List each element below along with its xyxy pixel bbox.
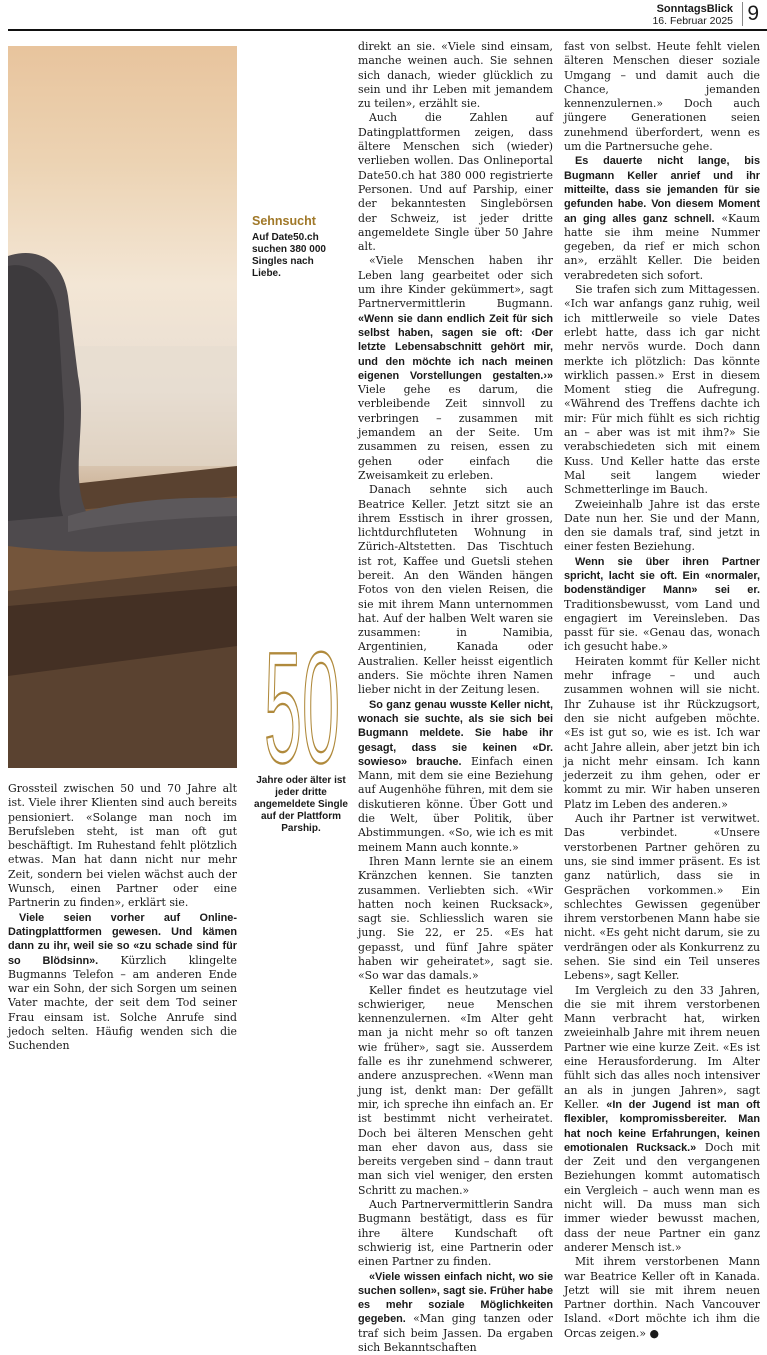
bold-quote: «Viele wissen einfach nicht, wo sie suchen sollen», sagt sie. Früher habe es mehr soziale Möglichkeiten gegeben. — [358, 1270, 553, 1326]
big-number: 50 — [264, 628, 340, 768]
paragraph: Im Vergleich zu den 33 Jahren, die sie mit ihrem verstorbenen Mann verbracht hat, wirken zweieinhalb Jahre mit ihrem neuen Partner wie eine kurze Zeit. «Es ist eine Herausforderung. Im Alter fühlt sich das alles noch intensiver an als in jungen Jahren», sagt Keller. «In der Jugend ist man oft flexibler, kompromissbereiter. Man hat noch keine Erfahrungen, keinen emotionalen Rucksack.» Doch mit der Zeit und den vergangenen Beziehungen kommt automatisch ein Vergleich – auch wenn man es nicht will. Da muss man sich immer wieder bewusst machen, dass der neue Partner ein ganz anderer Mensch ist.» — [564, 983, 761, 1254]
page-number: 9 — [742, 2, 759, 26]
paragraph: Auch Partnervermittlerin Sandra Bugmann bestätigt, dass es für ihre ältere Kundschaft oft schwierig ist, eine Partnerin oder einen Partner zu finden. — [358, 1198, 553, 1269]
paragraph: direkt an sie. «Viele sind einsam, manche weinen auch. Sie sehnen sich danach, wieder glücklich zu sein und ihr Leben mit jemandem zu teilen», erzählt sie. — [358, 40, 553, 111]
paragraph: Es dauerte nicht lange, bis Bugmann Keller anrief und ihr mitteilte, dass sie jemanden für sie gefunden habe. Von diesem Moment an ging alles ganz schnell. «Kaum hatte sie ihm meine Nummer gegeben, da rief er mich schon an», erzählt Keller. Die beiden verabredeten sich sofort. — [564, 155, 760, 282]
paragraph: Auch ihr Partner ist verwitwet. Das verbindet. «Unsere verstorbenen Partner gehören zu uns, sie sind immer präsent. Es ist ganz natürlich, dass sie in Gesprächen vorkommen.» Ein schlechtes Gewissen gegenüber ihrem verstorbenen Mann habe sie nicht. «Es geht nicht darum, sie zu verdrängen oder als Konkurrenz zu sehen. Sie sind ein Teil unseres Lebens», sagt Keller. — [564, 812, 760, 983]
paragraph: Zweieinhalb Jahre ist das erste Date nun her. Sie und der Mann, den sie damals traf, sind jetzt in einer festen Beziehung. — [564, 497, 760, 554]
paragraph: fast von selbst. Heute fehlt vielen älteren Menschen dieser soziale Umgang – und damit auch die Chance, jemanden kennenzulernen.» Doch auch jüngere Generationen seien zunehmend überfordert, wenn es um die Partnersuche gehe. — [564, 40, 760, 154]
article-column-2 — [358, 40, 553, 1355]
bold-lead: Viele seien vorher auf Online-Datingplattformen gewesen. Und kämen dann zu ihr, weil sie so «zu schade sind für so Blödsinn». — [8, 911, 237, 967]
paragraph: Keller findet es heutzutage viel schwieriger, neue Menschen kennenzulernen. «Im Alter geht man ja nicht mehr so oft tanzen wie früher», sagt sie. Ausserdem falle es ihr zunehmend schwerer, andere anzusprechen. «Wenn man jung ist, denkt man: Der gefällt mir, ich spreche ihn einfach an. Er ist bestimmt nicht verheiratet. Doch bei älteren Menschen geht man eher davon aus, dass sie bereits vergeben sind – dann traut man sich viel weniger, den ersten Schritt zu machen.» — [358, 983, 553, 1197]
article-photo — [8, 46, 237, 768]
paragraph: So ganz genau wusste Keller nicht, wonach sie suchte, als sie sich bei Bugmann meldete. Sie habe ihr gesagt, dass sie keinen «Dr. sowieso» brauche. Einfach einen Mann, mit dem sie eine Beziehung auf Augenhöhe führen, mit dem sie diskutieren könne. Über Gott und die Welt, über Politik, über Abstimmungen. «So, wie ich es mit meinem Mann auch konnte.» — [358, 698, 554, 854]
sidebar-title: Sehnsucht — [252, 214, 316, 228]
bold-quote: «Wenn sie dann endlich Zeit für sich selbst haben, sagen sie oft: ‹Der letzte Lebensabschnitt gehört mir, und den möchte ich nach meinen eigenen Vorstellungen gestalten.›» — [358, 312, 553, 382]
header-rule — [8, 29, 767, 31]
big-number-graphic — [262, 628, 342, 768]
article-column-1 — [8, 782, 237, 1054]
paragraph: Wenn sie über ihren Partner spricht, lacht sie oft. Ein «normaler, bodenständiger Mann» sei er. Traditionsbewusst, vom Land und engagiert im Vereinsleben. Das passt für sie. «Genau das, wonach ich gesucht habe.» — [564, 555, 760, 654]
big-number-caption: Jahre oder älter ist jeder dritte angemeldete Single auf der Plattform Parship. — [254, 775, 348, 834]
bold-lead: So ganz genau wusste Keller nicht, wonach sie suchte, als sie sich bei Bugmann meldete. Sie habe ihr gesagt, dass sie keinen «Dr. sowieso» brauche. — [358, 698, 553, 768]
paragraph: «Viele wissen einfach nicht, wo sie suchen sollen», sagt sie. Früher habe es mehr soziale Möglichkeiten gegeben. «Man ging tanzen oder traf sich beim Jassen. Da ergaben sich Bekanntschaften — [358, 1270, 553, 1355]
article-column-3 — [564, 40, 760, 1341]
paragraph: Sie trafen sich zum Mittagessen. «Ich war anfangs ganz ruhig, weil ich mittlerweile so viele Dates erlebt hatte, dass ich gar nicht mehr nervös wurde. Doch dann merkte ich plötzlich: Das könnte wirklich passen.» Erst in diesem Moment stieg die Aufregung. «Während des Treffens dachte ich mir: Für mich fühlt es sich richtig an – aber was ist mit ihm?» Sie verabschiedeten sich mit einem Kuss. Und Keller hatte das erste Mal seit langem wieder Schmetterlinge im Bauch. — [564, 283, 760, 497]
publication-name: SonntagsBlick — [656, 3, 733, 15]
bold-lead: Wenn sie über ihren Partner spricht, lacht sie oft. Ein «normaler, bodenständiger Mann» sei er. — [564, 555, 760, 597]
paragraph: Mit ihrem verstorbenen Mann war Beatrice Keller oft in Kanada. Jetzt will sie mit ihrem neuen Partner dorthin. Nach Vancouver Island. «Dort möchte ich ihm die Orcas zeigen.» ● — [564, 1255, 760, 1340]
paragraph: «Viele Menschen haben ihr Leben lang gearbeitet oder sich um ihre Kinder gekümmert», sagt Partnervermittlerin Bugmann. «Wenn sie dann endlich Zeit für sich selbst haben, sagen sie oft: ‹Der letzte Lebensabschnitt gehört mir, und den möchte ich nach meinen eigenen Vorstellungen gestalten.›» Viele gehe es darum, die verbleibende Zeit sinnvoll zu verbringen – zusammen mit jemandem an der Seite. Um zusammen zu reisen, essen zu gehen oder einfach die Zweisamkeit zu erleben. — [358, 254, 553, 482]
paragraph: Grossteil zwischen 50 und 70 Jahre alt ist. Viele ihrer Klienten sind auch bereits pensioniert. «Solange man noch im Berufsleben steht, ist man oft gut beschäftigt. Im Ruhestand fehlt plötzlich etwas. Man hat dann nicht nur mehr Zeit, sondern bei vielen wächst auch der Wunsch, einen Partner oder eine Partnerin zu finden», erklärt sie. — [8, 782, 237, 910]
bold-lead: Es dauerte nicht lange, bis Bugmann Keller anrief und ihr mitteilte, dass sie jemanden für sie gefunden habe. Von diesem Moment an ging alles ganz schnell. — [564, 155, 760, 225]
publication-header — [652, 3, 733, 27]
paragraph: Ihren Mann lernte sie an einem Kränzchen kennen. Sie tanzten zusammen. Verliebten sich. «Wir hatten noch keinen Rucksack», sagt sie. Schliesslich waren sie jung. Sie 22, er 25. «Es hat gepasst, und fünf Jahre später haben wir geheiratet», sagt sie. «So war das damals.» — [358, 854, 553, 983]
paragraph: Viele seien vorher auf Online-Datingplattformen gewesen. Und kämen dann zu ihr, weil sie so «zu schade sind für so Blödsinn». Kürzlich klingelte Bugmanns Telefon – am anderen Ende war ein Sohn, der sich Sorgen um seinen Vater machte, der seit dem Tod seiner Frau einsam ist. Solche Anrufe sind jedoch selten. Häufig wenden sich die Suchenden — [8, 911, 238, 1053]
bold-quote: «In der Jugend ist man oft flexibler, kompromissbereiter. Man hat noch keine Erfahrungen, keinen emotionalen Rucksack.» — [564, 1098, 761, 1154]
sidebar-text: Auf Date50.ch suchen 380 000 Singles nach Liebe. — [252, 232, 326, 279]
paragraph: Heiraten kommt für Keller nicht mehr infrage – und auch zusammen wohnen will sie nicht. Ihr Zuhause ist ihr Rückzugsort, den sie nicht aufgeben möchte. «Es ist gut so, wie es ist. Ich war acht Jahre allein, aber jetzt bin ich ja nicht mehr einsam. Ich kann jederzeit zu ihm gehen, oder er kommt zu mir. Wir haben unseren Platz im Leben des anderen.» — [564, 654, 760, 811]
paragraph: Auch die Zahlen auf Datingplattformen zeigen, dass ältere Menschen sich (wieder) verlieben wollen. Das Onlineportal Date50.ch hat 380 000 registrierte Personen. Und auf Parship, einer der bekanntesten Singlebörsen der Schweiz, ist jeder dritte angemeldete Single über 50 Jahre alt. — [358, 111, 553, 254]
paragraph: Danach sehnte sich auch Beatrice Keller. Jetzt sitzt sie an ihrem Esstisch in ihrer grossen, lichtdurchfluteten Wohnung in Zürich-Altstetten. Das Tischtuch ist rot, Kaffee und Guetsli stehen bereit. An den Wänden hängen Fotos von den vielen Reisen, die sie mit ihrem Mann unternommen hat. Auf der halben Welt waren sie zusammen: in Namibia, Argentinien, Kanada oder Australien. Keller heisst eigentlich anders. Sie möchte ihren Namen lieber nicht in der Zeitung lesen. — [358, 483, 553, 697]
issue-date: 16. Februar 2025 — [652, 15, 733, 27]
